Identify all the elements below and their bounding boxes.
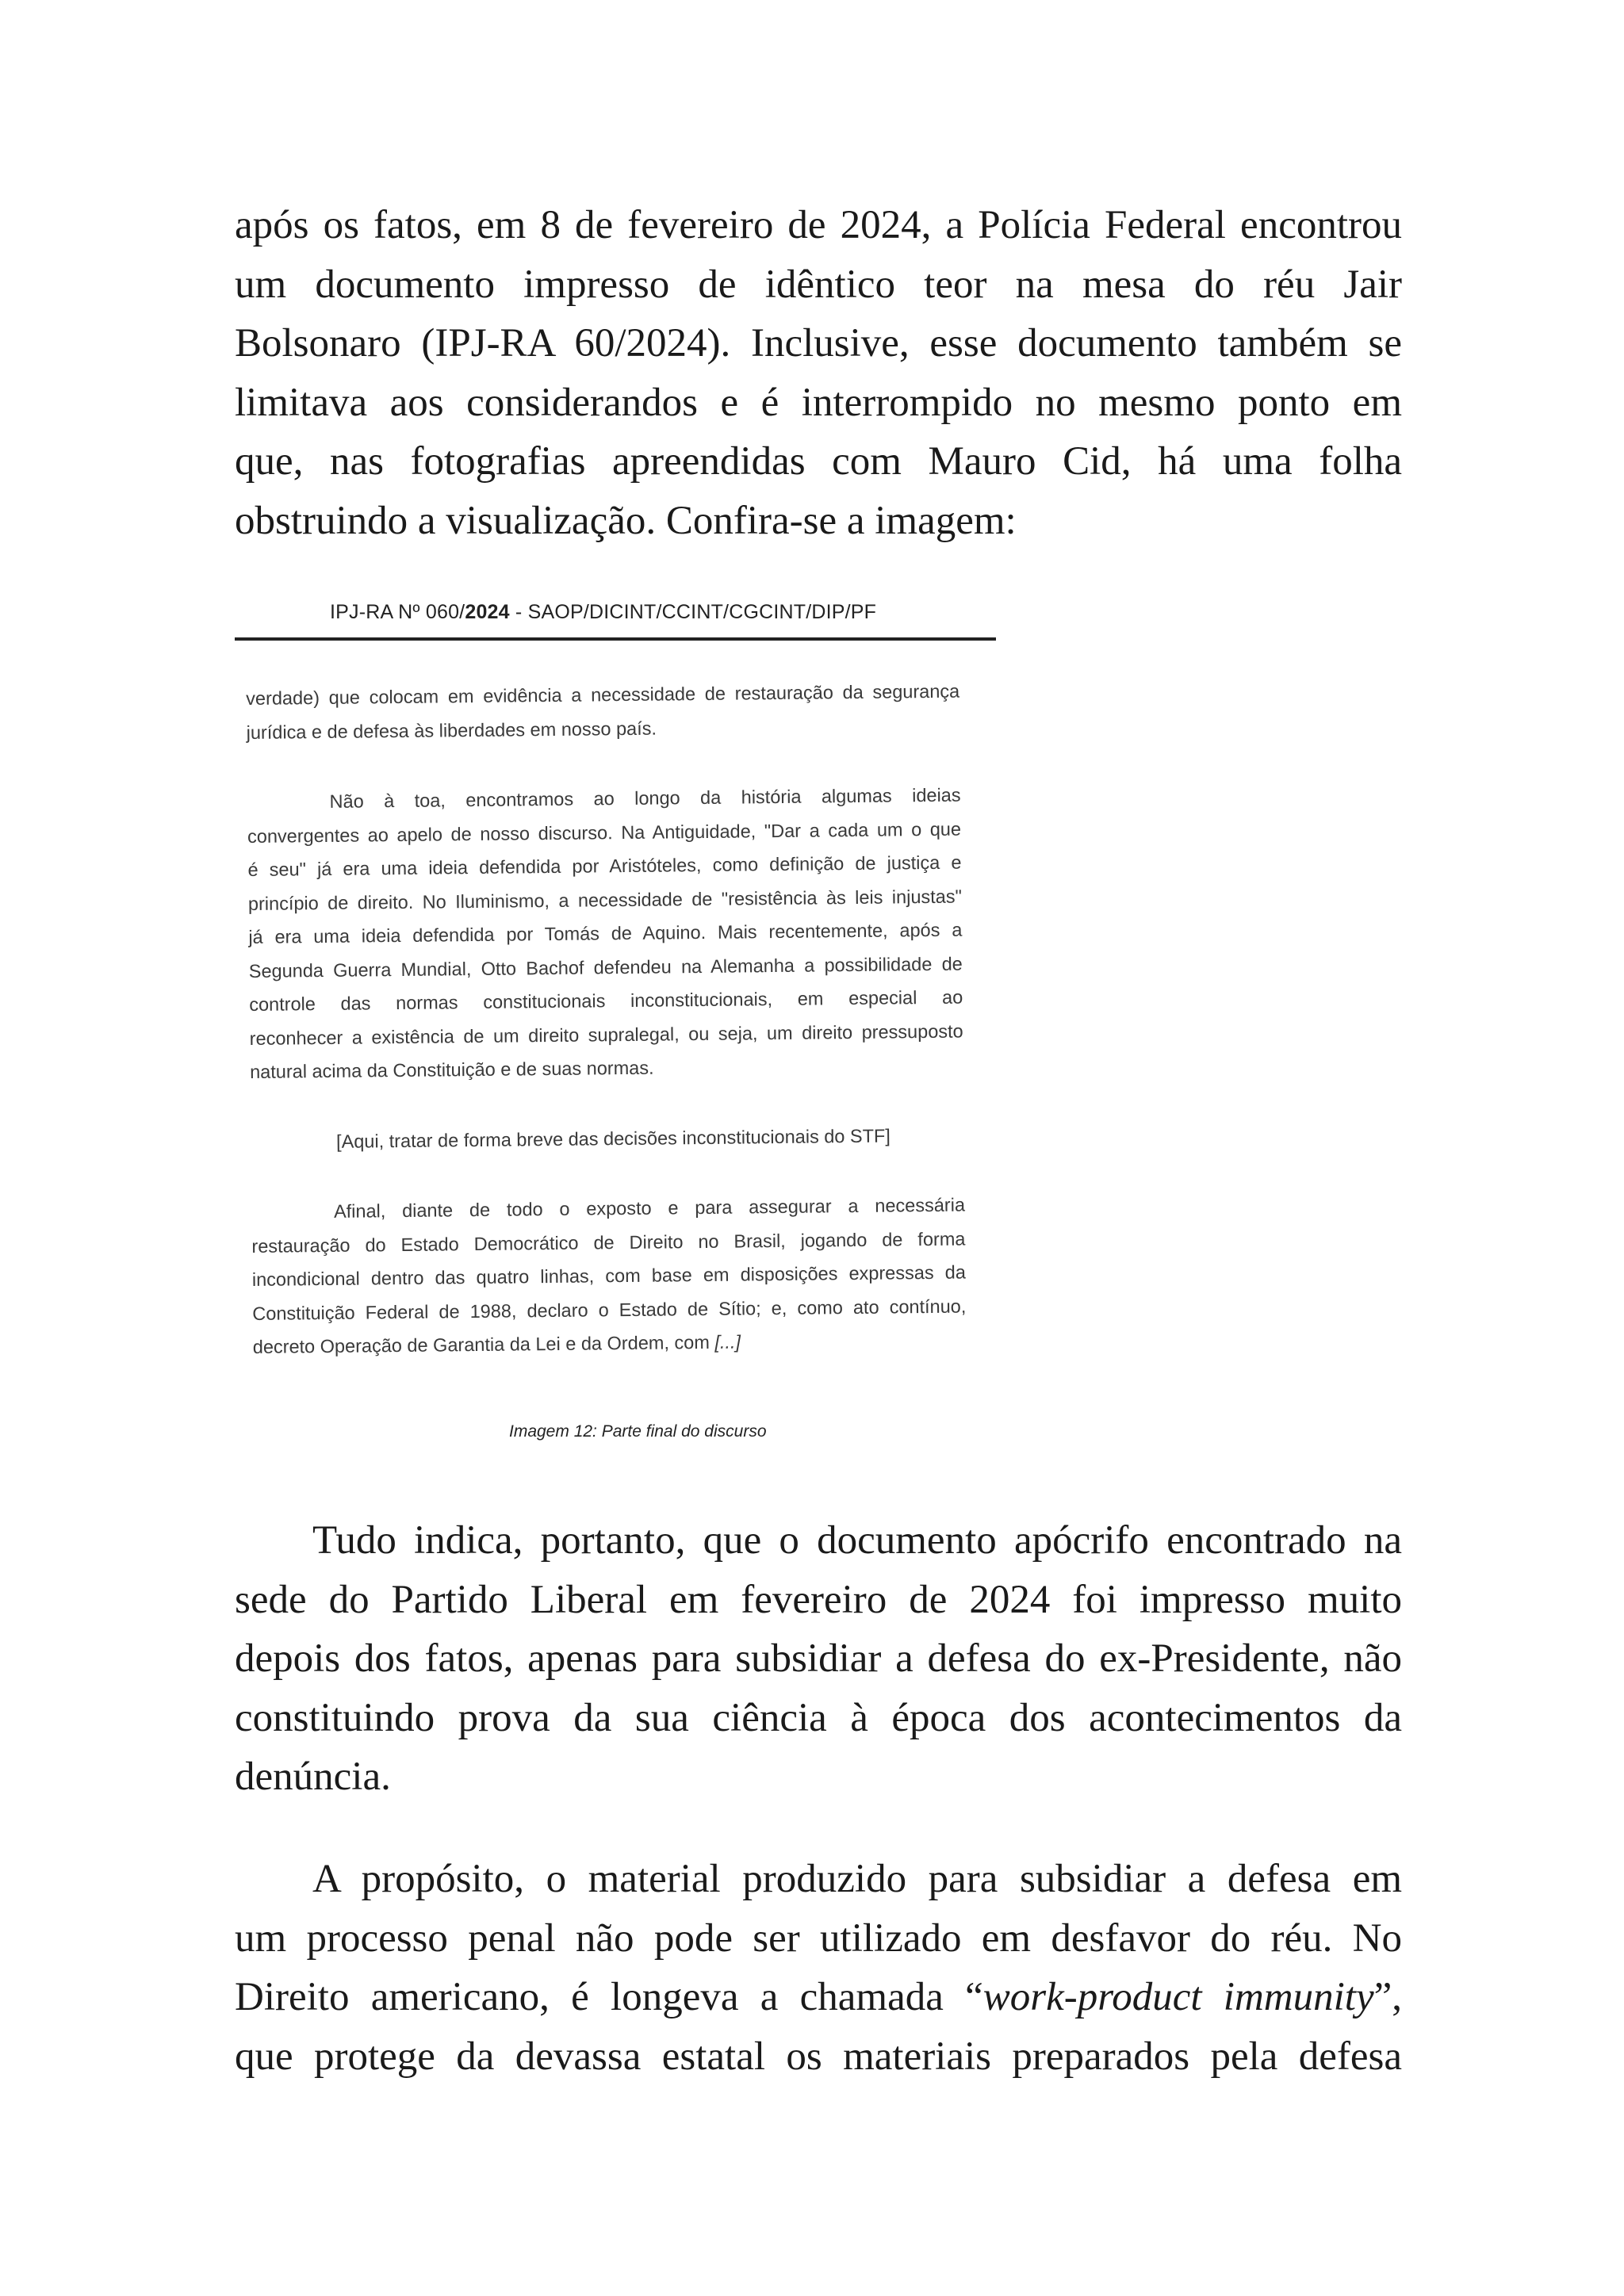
paragraph-line: obstruindo a visualização. Confira-se a imagem: (235, 498, 1017, 543)
excerpt-ellipsis: [...] (714, 1331, 741, 1353)
excerpt-header-prefix: IPJ-RA Nº 060/ (330, 601, 465, 623)
excerpt-line: convergentes ao apelo de nosso discurso. Na Antiguidade, "Dar a cada um o que (247, 818, 962, 847)
excerpt-bracket-note: [Aqui, tratar de forma breve das decisões inconstitucionais do STF] (335, 1125, 891, 1152)
paragraph-2 (235, 1511, 1402, 1807)
paragraph-line: depois dos fatos, apenas para subsidiar a defesa do ex-Presidente, não (235, 1636, 1402, 1681)
paragraph-line: que, nas fotografias apreendidas com Mauro Cid, há uma folha (235, 439, 1402, 484)
paragraph-line: Bolsonaro (IPJ-RA 60/2024). Inclusive, esse documento também se (235, 321, 1402, 365)
paragraph-line: denúncia. (235, 1755, 391, 1799)
excerpt-line: incondicional dentro das quatro linhas, com base em disposições expressas da (251, 1261, 966, 1290)
excerpt-header-year: 2024 (465, 601, 510, 623)
paragraph-3 (235, 1850, 1402, 2086)
excerpt-line: verdade) que colocam em evidência a necessidade de restauração da segurança (246, 680, 960, 709)
paragraph-line: um processo penal não pode ser utilizado em desfavor do réu. No (235, 1915, 1402, 1961)
excerpt-line: jurídica e de defesa às liberdades em nosso país. (246, 718, 657, 743)
paragraph-line: após os fatos, em 8 de fevereiro de 2024, a Polícia Federal encontrou (235, 203, 1402, 247)
paragraph-line: um documento impresso de idêntico teor na mesa do réu Jair (235, 262, 1402, 307)
paragraph-line: sede do Partido Liberal em fevereiro de 2024 foi impresso muito (235, 1577, 1402, 1622)
paragraph-line: limitava aos considerandos e é interrompido no mesmo ponto em (235, 380, 1402, 425)
paragraph-line: que protege da devassa estatal os materiais preparados pela defesa (235, 2034, 1402, 2079)
excerpt-line: é seu" já era uma ideia defendida por Aristóteles, como definição de justiça e (247, 851, 962, 880)
excerpt-caption: Imagem 12: Parte final do discurso (509, 1422, 767, 1441)
work-product-immunity-term: work-product immunity (982, 1975, 1374, 2019)
paragraph-line: A propósito, o material produzido para subsidiar a defesa em (312, 1857, 1402, 1901)
paragraph-line: constituindo prova da sua ciência à época dos acontecimentos da (235, 1695, 1402, 1740)
excerpt-line: controle das normas constitucionais inconstitucionais, em especial ao (249, 986, 963, 1015)
paragraph-line: Tudo indica, portanto, que o documento apócrifo encontrado na (312, 1518, 1402, 1563)
excerpt-line: restauração do Estado Democrático de Direito no Brasil, jogando de forma (251, 1228, 966, 1257)
excerpt-body (246, 675, 967, 1364)
paragraph-line-suffix: ”, (1373, 1975, 1402, 2019)
excerpt-line: já era uma ideia defendida por Tomás de Aquino. Mais recentemente, após a (248, 919, 963, 947)
excerpt-line: natural acima da Constituição e de suas normas. (250, 1057, 654, 1082)
excerpt-line: Constituição Federal de 1988, declaro o Estado de Sítio; e, como ato contínuo, (252, 1295, 967, 1324)
paragraph-line-prefix: Direito americano, é longeva a chamada “ (235, 1975, 983, 2019)
excerpt-image (235, 587, 980, 1443)
paragraph-line-with-term (235, 1968, 1402, 2027)
excerpt-line: Segunda Guerra Mundial, Otto Bachof defendeu na Alemanha a possibilidade de (248, 953, 963, 982)
excerpt-line: princípio de direito. No Iluminismo, a necessidade de "resistência às leis injustas" (247, 886, 963, 914)
excerpt-line-final (253, 1323, 967, 1364)
excerpt-header-suffix: - SAOP/DICINT/CCINT/CGCINT/DIP/PF (509, 601, 877, 623)
excerpt-line: Não à toa, encontramos ao longo da história algumas ideias (329, 784, 961, 812)
excerpt-line: Afinal, diante de todo o exposto e para assegurar a necessária (333, 1194, 966, 1222)
excerpt-header (330, 601, 876, 624)
excerpt-line: reconhecer a existência de um direito supralegal, ou seja, um direito pressuposto (249, 1020, 963, 1049)
paragraph-1 (235, 196, 1402, 550)
excerpt-line-final-text: decreto Operação de Garantia da Lei e da Ordem, com (252, 1331, 715, 1357)
excerpt-header-rule (235, 637, 996, 641)
